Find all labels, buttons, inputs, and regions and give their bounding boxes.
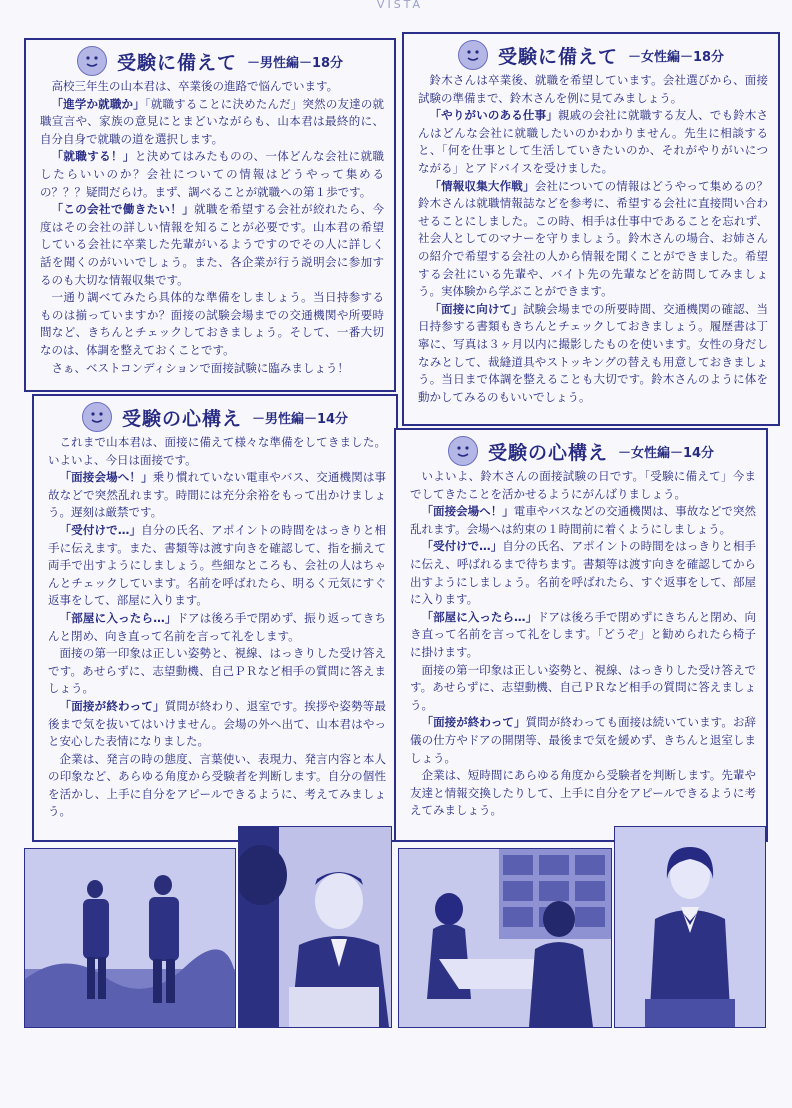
paragraph: 「就職する！」と決めてはみたものの、一体どんな会社に就職したらいいのか？会社についての情報はどうやって集めるの？？？疑問だらけ。まず、調べることが就職への第１歩です。 [40, 149, 384, 199]
section-body [404, 72, 778, 406]
photo-female-student-portrait [614, 826, 766, 1028]
paragraph: 「面接会場へ！」電車やバスなどの交通機関は、事故などで突然乱れます。会場へは約束の１時間前に着くようにしましょう。 [410, 504, 757, 536]
smiley-face-icon [77, 46, 107, 76]
paragraph: 「進学か就職か」「就職することに決めたんだ」突然の友達の就職宣言や、家族の意見にとまどいながらも、山本君は最終的に、自分自身で就職の道を選択します。 [40, 96, 384, 146]
section-female-preparation [402, 32, 780, 426]
photo-two-students-outdoors [24, 848, 236, 1028]
paragraph: 「この会社で働きたい！」就職を希望する会社が絞れたら、今度はその会社の詳しい情報を知ることが必要です。山本君の希望している会社に卒業した先輩がいるようですのでその人に詳しく話を聞くのがいいでしょう。また、各企業が行う説明会に参加するのも大切な情報収集です。 [40, 202, 385, 287]
paragraph: 「受付けで…」自分の氏名、アポイントの時間をはっきりと相手に伝えます。また、書類等は渡す向きを確認して、指を揃えて両手で出すようにしましょう。些細なところも、会社の人はちゃんとチェックしています。名前を呼ばれたら、明るく元気にすぐ返事をして、部屋に入ります。 [48, 522, 387, 608]
paragraph: 「部屋に入ったら…」ドアは後ろ手で閉めず、振り返ってきちんと閉め、向き直って名前を言って礼をします。 [48, 610, 387, 643]
photo-male-interview [238, 826, 392, 1028]
paragraph: 面接の第一印象は正しい姿勢と、視線、はっきりした受け答えです。あせらずに、志望動機、自己ＰＲなど相手の質問に答えましょう。 [48, 646, 386, 696]
paragraph: 「面接に向けて」試験会場までの所要時間、交通機関の確認、当日持参する書類もきちんとチェックしておきましょう。履歴書は丁寧に、写真は３ヶ月以内に撮影したものを使います。女性の身だしなみとして、裁縫道具やストッキングの替えも用意しておきましょう。当日まで体調を整えることも大切です。鈴木さんのように体を動かしてみるのもいいでしょう。 [418, 301, 769, 404]
paragraph: 「面接が終わって」質問が終わり、退室です。挨拶や姿勢等最後まで気を抜いてはいけません。会場の外へ出て、山本君はやっと安心した表情になりました。 [48, 698, 386, 749]
paragraph: 企業は、短時間にあらゆる角度から受験者を判断します。先輩や友達と情報交換したりして、上手に自分をアピールできるように考えてみましょう。 [410, 768, 756, 818]
section-subtitle: －女性編－18分 [627, 49, 725, 65]
section-header [404, 42, 778, 68]
section-subtitle: －男性編－18分 [246, 55, 344, 71]
paragraph: 「やりがいのある仕事」親戚の会社に就職する友人、でも鈴木さんはどんな会社に就職したいのかわかりません。先生に相談すると、「何を仕事として生活していきたいのか、それがやりがいにつながる」とアドバイスを受けました。 [418, 108, 769, 175]
section-female-mindset [394, 428, 768, 842]
paragraph: 「部屋に入ったら…」ドアは後ろ手で閉めずにきちんと閉め、向き直って名前を言って礼をします。「どうぞ」と勧められたら椅子に掛けます。 [410, 609, 756, 659]
section-title: 受験の心構え [487, 441, 608, 464]
section-body [26, 78, 394, 377]
paragraph: いよいよ、鈴木さんの面接試験の日です。「受験に備えて」今までしてきたことを活かせるようにがんばりましょう。 [410, 469, 756, 501]
paragraph: 高校三年生の山本君は、卒業後の進路で悩んでいます。 [51, 79, 339, 93]
section-header [34, 404, 396, 430]
section-header [26, 48, 394, 74]
paragraph: 「面接会場へ！」乗り慣れていない電車やバス、交通機関は事故などで突然乱れます。時間には充分余裕をもって出かけましょう。遅刻は厳禁です。 [48, 470, 387, 520]
smiley-face-icon [458, 40, 488, 70]
section-body [34, 434, 396, 821]
section-subtitle: －女性編－14分 [617, 445, 715, 461]
paragraph: 鈴木さんは卒業後、就職を希望しています。会社選びから、面接試験の準備まで、鈴木さんを例に見てみましょう。 [418, 73, 768, 105]
paragraph: 企業は、発言の時の態度、言葉使い、表現力、発言内容と本人の印象など、あらゆる角度から受験者を判断します。自分の個性を活かし、上手に自分をアピールできるように、考えてみましょう。 [48, 751, 386, 819]
smiley-face-icon [82, 402, 112, 432]
section-title: 受験に備えて [497, 45, 618, 68]
paragraph: これまで山本君は、面接に備えて様々な準備をしてきました。いよいよ、今日は面接です。 [48, 435, 386, 467]
section-body [396, 468, 766, 820]
paragraph: 一通り調べてみたら具体的な準備をしましょう。当日持参するものは揃っていますか？面接の試験会場までの交通機関や所要時間など、きちんとチェックしておきましょう。そして、一番大切なのは、体調を整えておくことです。 [40, 290, 384, 357]
section-title: 受験に備えて [116, 51, 237, 74]
section-header [396, 438, 766, 464]
paragraph: さぁ、ベストコンディションで面接試験に臨みましょう！ [51, 360, 349, 375]
section-male-preparation [24, 38, 396, 392]
paragraph: 「面接が終わって」質問が終わっても面接は続いています。お辞儀の仕方やドアの開閉等、最後まで気を緩めず、きちんと退室しましょう。 [410, 715, 756, 765]
section-male-mindset [32, 394, 398, 842]
page-top-mark: VISTA [376, 0, 424, 10]
section-title: 受験の心構え [121, 407, 242, 430]
section-subtitle: －男性編－14分 [251, 411, 349, 427]
paragraph: 面接の第一印象は正しい姿勢と、視線、はっきりした受け答えです。あせらずに、志望動機、自己ＰＲなど相手の質問に答えましょう。 [410, 662, 756, 712]
paragraph: 「受付けで…」自分の氏名、アポイントの時間をはっきりと相手に伝え、呼ばれるまで待ちます。書類等は渡す向きを確認してから出すようにしましょう。名前を呼ばれたら、すぐ返事をして、部屋に入ります。 [410, 539, 756, 607]
smiley-face-icon [448, 436, 478, 466]
paragraph: 「情報収集大作戦」会社についての情報はどうやって集めるの？鈴木さんは就職情報誌などを参考に、希望する会社に直接問い合わせることにしました。この時、相手は仕事中であることを忘れず、社会人としてのマナーを守りましょう。鈴木さんの場合、お姉さんの紹介で希望する会社の人から情報を聞くことができました。希望する会社にいる先輩や、バイト先の先輩などを訪問してみましょう。実体験から学ぶことができます。 [418, 178, 768, 299]
photo-female-interview-office [398, 848, 612, 1028]
